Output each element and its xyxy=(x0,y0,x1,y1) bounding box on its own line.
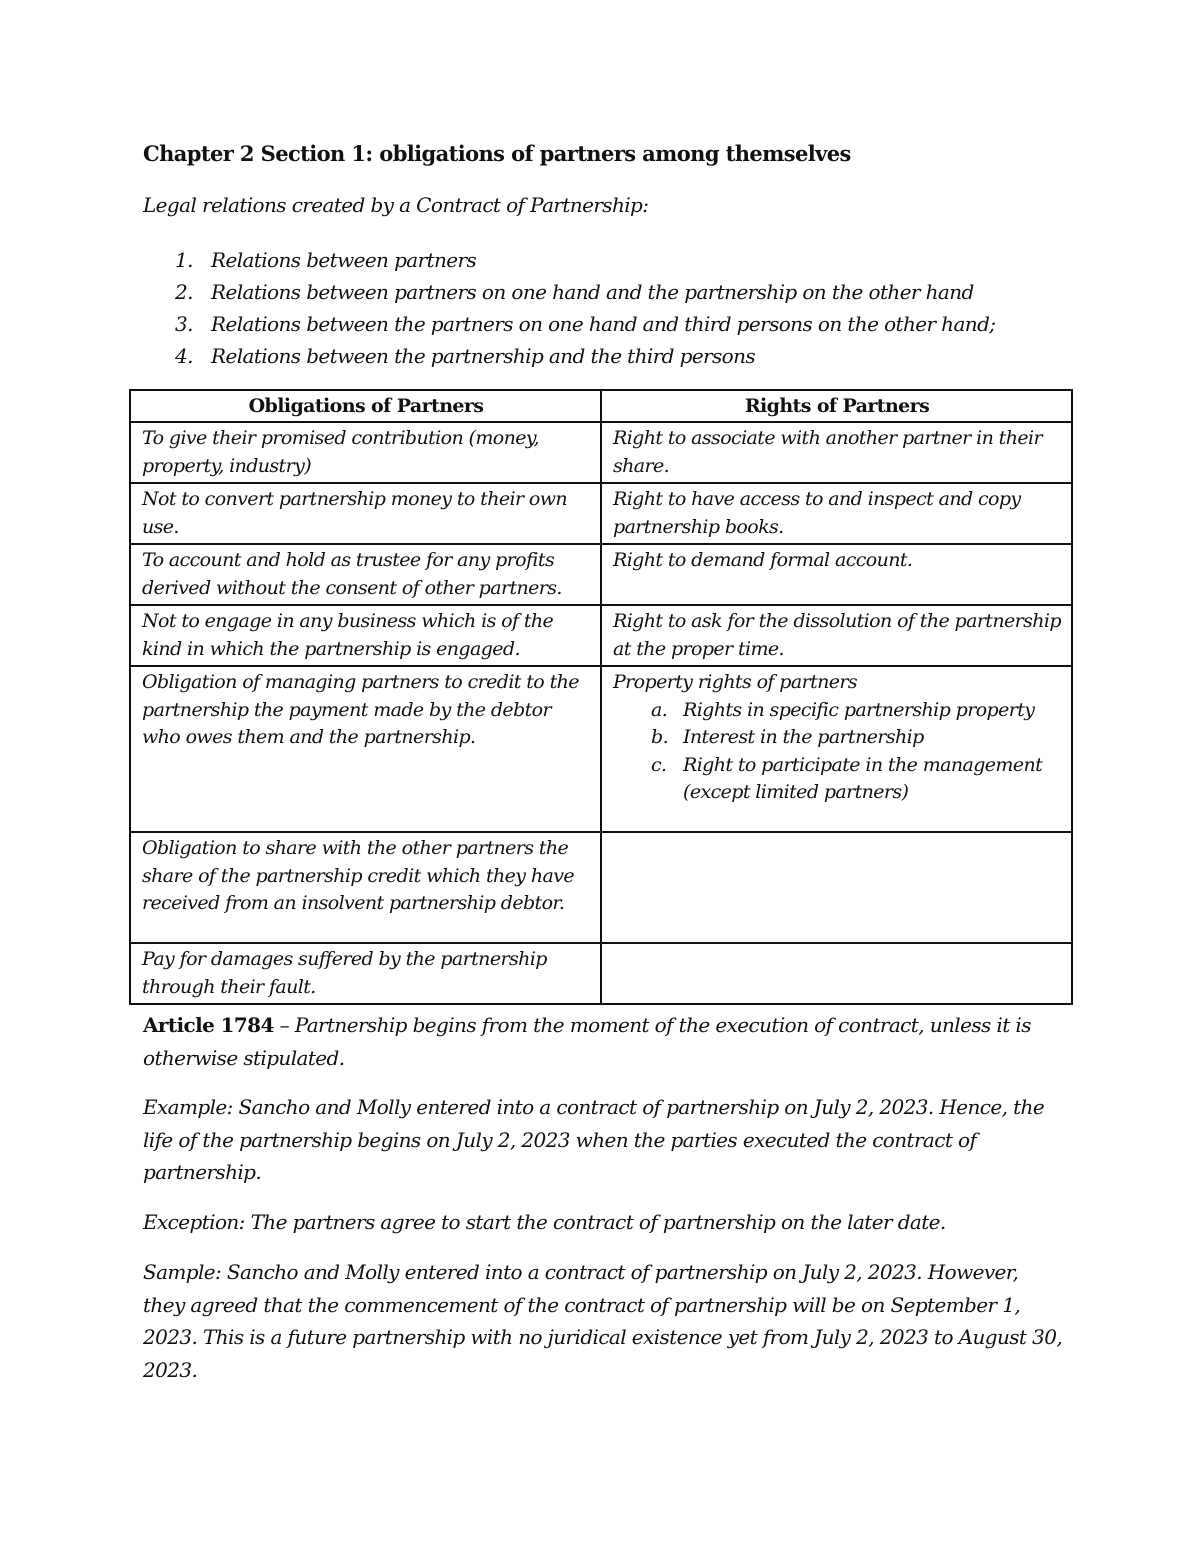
sample-paragraph: Sample: Sancho and Molly entered into a contract of partnership on July 2, 2023. However, they agreed that the commencement of the contract of partnership will be on September 1, 2023. This is a future partnership with no juridical existence yet from July 2, 2023 to August 30, 2023. xyxy=(143,1260,1063,1382)
list-number: 3. xyxy=(175,312,193,336)
article-paragraph xyxy=(143,1009,1063,1074)
obligation-cell: Obligation to share with the other partners the share of the partnership credit which they have received from an insolvent partnership debtor. xyxy=(130,832,601,943)
list-number: 2. xyxy=(175,280,193,304)
right-cell: Right to ask for the dissolution of the partnership at the proper time. xyxy=(601,605,1072,666)
right-cell xyxy=(601,666,1072,832)
relations-list xyxy=(143,244,995,372)
table-row xyxy=(130,666,1072,832)
list-item-text: Interest in the partnership xyxy=(683,726,924,748)
list-letter: c. xyxy=(651,753,667,776)
right-cell: Right to demand formal account. xyxy=(601,544,1072,605)
example-paragraph: Example: Sancho and Molly entered into a contract of partnership on July 2, 2023. Hence, the life of the partnership begins on July 2, 2023 when the parties executed the contract of partnership. xyxy=(143,1095,1045,1184)
table-header-row xyxy=(130,390,1072,422)
list-item xyxy=(143,244,995,276)
header-obligations: Obligations of Partners xyxy=(130,390,601,422)
list-item xyxy=(143,340,995,372)
table-row xyxy=(130,605,1072,666)
property-rights-list xyxy=(613,697,1061,807)
list-letter: a. xyxy=(651,698,668,721)
list-item xyxy=(613,724,1061,752)
list-item xyxy=(143,308,995,340)
list-item-text: Rights in specific partnership property xyxy=(683,698,1035,721)
table-row xyxy=(130,544,1072,605)
table-row xyxy=(130,483,1072,544)
list-letter: b. xyxy=(651,726,669,748)
article-dash: – xyxy=(273,1013,295,1037)
table-row xyxy=(130,943,1072,1004)
list-item-text: Right to participate in the management (except limited partners) xyxy=(683,753,1043,803)
list-number: 4. xyxy=(175,344,193,368)
table-row xyxy=(130,422,1072,483)
page-title: Chapter 2 Section 1: obligations of partners among themselves xyxy=(143,141,851,166)
obligation-cell: To give their promised contribution (money, property, industry) xyxy=(130,422,601,483)
intro-text: Legal relations created by a Contract of Partnership: xyxy=(143,193,649,217)
obligation-cell: Not to engage in any business which is of the kind in which the partnership is engaged. xyxy=(130,605,601,666)
list-item xyxy=(143,276,995,308)
list-item-text: Relations between the partnership and the third persons xyxy=(211,344,756,368)
right-cell: Right to associate with another partner in their share. xyxy=(601,422,1072,483)
header-rights: Rights of Partners xyxy=(601,390,1072,422)
list-item xyxy=(613,697,1061,725)
right-cell: Right to have access to and inspect and copy partnership books. xyxy=(601,483,1072,544)
obligation-cell: Not to convert partnership money to their own use. xyxy=(130,483,601,544)
obligations-rights-table xyxy=(129,389,1073,1005)
right-cell xyxy=(601,943,1072,1004)
list-item-text: Relations between partners xyxy=(211,248,477,272)
article-label: Article 1784 xyxy=(143,1013,274,1037)
table-row xyxy=(130,832,1072,943)
list-number: 1. xyxy=(175,248,193,272)
list-item xyxy=(613,752,1061,807)
property-rights-label: Property rights of partners xyxy=(613,671,858,693)
obligation-cell: Pay for damages suffered by the partnership through their fault. xyxy=(130,943,601,1004)
article-text: Partnership begins from the moment of the execution of contract, unless it is otherwise stipulated. xyxy=(143,1013,1031,1070)
list-item-text: Relations between partners on one hand and the partnership on the other hand xyxy=(211,280,974,304)
obligation-cell: Obligation of managing partners to credit to the partnership the payment made by the debtor who owes them and the partnership. xyxy=(130,666,601,832)
list-item-text: Relations between the partners on one hand and third persons on the other hand; xyxy=(211,312,996,336)
right-cell xyxy=(601,832,1072,943)
exception-paragraph: Exception: The partners agree to start the contract of partnership on the later date. xyxy=(143,1210,946,1234)
obligation-cell: To account and hold as trustee for any profits derived without the consent of other partners. xyxy=(130,544,601,605)
